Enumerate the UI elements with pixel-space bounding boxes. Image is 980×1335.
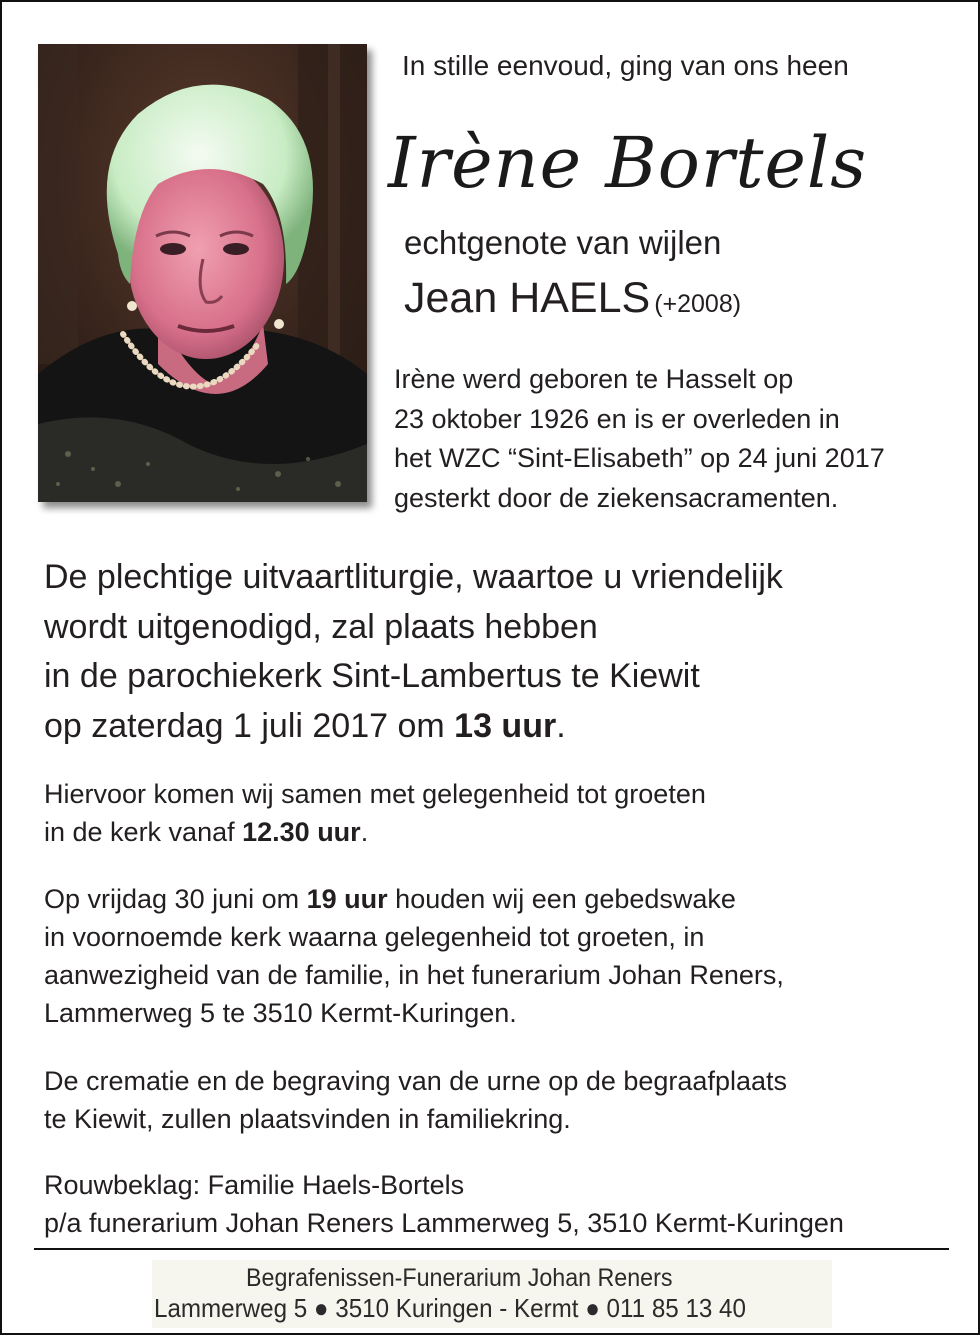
vigil-time: 19 uur: [306, 884, 388, 914]
ceremony-announcement: [44, 553, 783, 751]
bio-line: 23 oktober 1926 en is er overleden in: [394, 403, 840, 434]
portrait-photo: [38, 44, 367, 502]
funeral-home-contact: Lammerweg 5 ● 3510 Kuringen - Kermt ● 011 85 13 40: [154, 1293, 746, 1323]
gathering-line: Hiervoor komen wij samen met gelegenheid tot groeten: [44, 779, 706, 809]
ceremony-line: De plechtige uitvaartliturgie, waartoe u vriendelijk: [44, 558, 783, 596]
ceremony-line: [44, 702, 783, 752]
intro-text: In stille eenvoud, ging van ons heen: [402, 50, 849, 81]
cremation-paragraph: [44, 1062, 787, 1138]
spouse-name-line: [404, 274, 741, 323]
gathering-text: in de kerk vanaf: [44, 817, 243, 847]
biography: [394, 360, 885, 518]
ceremony-date-text: op zaterdag 1 juli 2017 om: [44, 706, 455, 745]
divider: [34, 1248, 949, 1250]
vigil-line: [44, 880, 784, 918]
vigil-line: in voornoemde kerk waarna gelegenheid tot groeten, in: [44, 922, 705, 952]
ceremony-line: wordt uitgenodigd, zal plaats hebben: [44, 607, 598, 646]
spouse-name: Jean HAELS: [404, 274, 651, 322]
funeral-home-name: Begrafenissen-Funerarium Johan Reners: [246, 1264, 673, 1292]
ceremony-line: in de parochiekerk Sint-Lambertus te Kiewit: [44, 657, 700, 695]
spouse-death-year: (+2008): [654, 290, 742, 318]
spouse-label: echtgenote van wijlen: [404, 224, 722, 261]
vigil-text: houden wij een gebedswake: [387, 884, 736, 914]
ceremony-time: 13 uur: [454, 706, 557, 745]
gathering-period: .: [360, 817, 369, 847]
mourning-address: [44, 1166, 844, 1242]
gathering-line: [44, 813, 706, 851]
bio-line: het WZC “Sint-Elisabeth” op 24 juni 2017: [394, 443, 885, 473]
vigil-paragraph: [44, 880, 784, 1032]
cremation-line: De crematie en de begraving van de urne op de begraafplaats: [44, 1066, 788, 1096]
mourning-line: Rouwbeklag: Familie Haels-Bortels: [44, 1170, 465, 1200]
cremation-line: te Kiewit, zullen plaatsvinden in familiekring.: [44, 1104, 571, 1134]
vigil-line: aanwezigheid van de familie, in het funerarium Johan Reners,: [44, 960, 784, 990]
bio-line: gesterkt door de ziekensacramenten.: [394, 482, 839, 513]
gathering-time: 12.30 uur: [242, 817, 361, 847]
bio-line: Irène werd geboren te Hasselt op: [394, 364, 794, 394]
mourning-line: p/a funerarium Johan Reners Lammerweg 5, 3510 Kermt-Kuringen: [44, 1208, 844, 1238]
gathering-paragraph: [44, 775, 706, 851]
deceased-name: Irène Bortels: [388, 122, 868, 204]
vigil-text: Op vrijdag 30 juni om: [44, 884, 307, 914]
vigil-line: Lammerweg 5 te 3510 Kermt-Kuringen.: [44, 998, 517, 1028]
ceremony-period: .: [556, 706, 566, 745]
